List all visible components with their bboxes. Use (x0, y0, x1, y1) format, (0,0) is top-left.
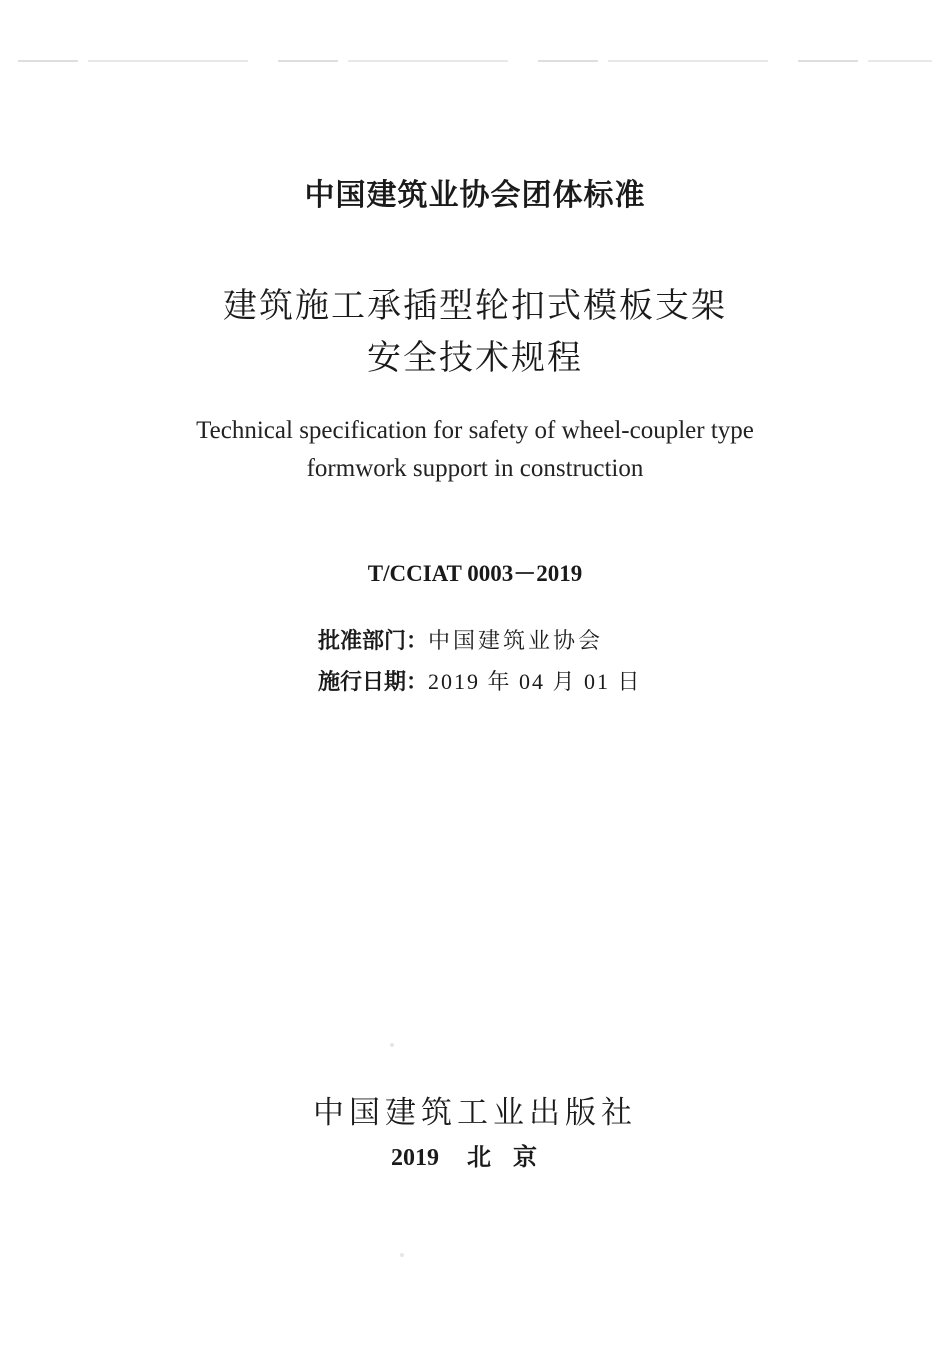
effective-date-value: 2019 年 04 月 01 日 (428, 669, 642, 694)
approval-label: 批准部门： (318, 629, 429, 654)
publication-city: 北京 (467, 1143, 559, 1171)
approval-row (318, 622, 738, 662)
publication-line (0, 1140, 950, 1175)
title-en-line-1: Technical specification for safety of wheel-coupler type (196, 417, 754, 444)
publication-year: 2019 (391, 1145, 439, 1171)
document-title-en (0, 412, 950, 488)
approval-value: 中国建筑业协会 (428, 629, 604, 654)
standard-meta (318, 622, 738, 703)
effective-date-row (318, 662, 738, 703)
standard-code: T/CCIAT 0003－2019 (367, 561, 583, 586)
title-en-line-2: formwork support in construction (306, 455, 644, 482)
title-cn-line-1: 建筑施工承插型轮扣式模板支架 (223, 286, 727, 326)
organization-standard-heading: 中国建筑业协会团体标准 (304, 178, 646, 213)
title-cn-line-2: 安全技术规程 (367, 338, 583, 378)
effective-date-label: 施行日期： (318, 670, 429, 695)
scan-speck (390, 1043, 394, 1047)
document-title-cn (0, 280, 950, 384)
scan-edge-line (18, 60, 932, 62)
publisher-name: 中国建筑工业出版社 (313, 1095, 637, 1131)
scan-speck (400, 1253, 404, 1257)
